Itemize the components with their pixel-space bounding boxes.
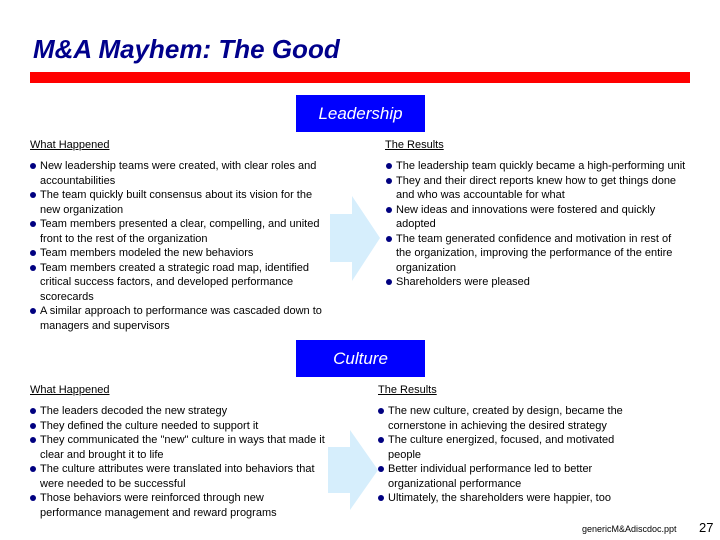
leadership-right-arrow-icon (330, 196, 380, 281)
culture-results-list (378, 404, 633, 506)
culture-heading: Culture (333, 348, 388, 368)
list-item: The team quickly built consensus about its vision for the new organization (30, 188, 330, 217)
culture-results-label: The Results (378, 384, 437, 396)
footer-filename: genericM&Adiscdoc.ppt (582, 524, 677, 534)
leadership-heading: Leadership (318, 103, 403, 123)
list-item: They and their direct reports knew how to get things done and who was accountable for what (386, 174, 686, 203)
list-item: They communicated the "new" culture in ways that made it clear and brought it to life (30, 433, 325, 462)
leadership-results-list (386, 159, 686, 290)
list-item: Shareholders were pleased (386, 275, 686, 290)
title-rule (30, 72, 690, 83)
list-item: Team members created a strategic road map, identified critical success factors, and developed performance scorecards (30, 261, 330, 305)
slide-title: M&A Mayhem: The Good (33, 34, 340, 64)
leadership-what-happened-list (30, 159, 330, 333)
list-item: New ideas and innovations were fostered and quickly adopted (386, 203, 686, 232)
list-item: The culture attributes were translated into behaviors that were needed to be successful (30, 462, 325, 491)
list-item: A similar approach to performance was cascaded down to managers and supervisors (30, 304, 330, 333)
list-item: The leaders decoded the new strategy (30, 404, 325, 419)
list-item: Those behaviors were reinforced through new performance management and reward programs (30, 491, 325, 520)
culture-what-happened-label: What Happened (30, 384, 110, 396)
page-number: 27 (699, 520, 714, 535)
list-item: The culture energized, focused, and motivated people (378, 433, 633, 462)
list-item: Team members presented a clear, compelling, and united front to the rest of the organization (30, 217, 330, 246)
leadership-results-label: The Results (385, 139, 444, 151)
leadership-heading-box (296, 95, 425, 132)
culture-right-arrow-icon (328, 430, 378, 510)
list-item: New leadership teams were created, with clear roles and accountabilities (30, 159, 330, 188)
list-item: Ultimately, the shareholders were happier, too (378, 491, 633, 506)
leadership-what-happened-label: What Happened (30, 139, 110, 151)
list-item: Team members modeled the new behaviors (30, 246, 330, 261)
list-item: The new culture, created by design, became the cornerstone in achieving the desired strategy (378, 404, 633, 433)
culture-heading-box (296, 340, 425, 377)
list-item: They defined the culture needed to support it (30, 419, 325, 434)
list-item: The team generated confidence and motivation in rest of the organization, improving the performance of the entire organization (386, 232, 686, 276)
list-item: Better individual performance led to better organizational performance (378, 462, 633, 491)
list-item: The leadership team quickly became a high-performing unit (386, 159, 686, 174)
culture-what-happened-list (30, 404, 325, 520)
